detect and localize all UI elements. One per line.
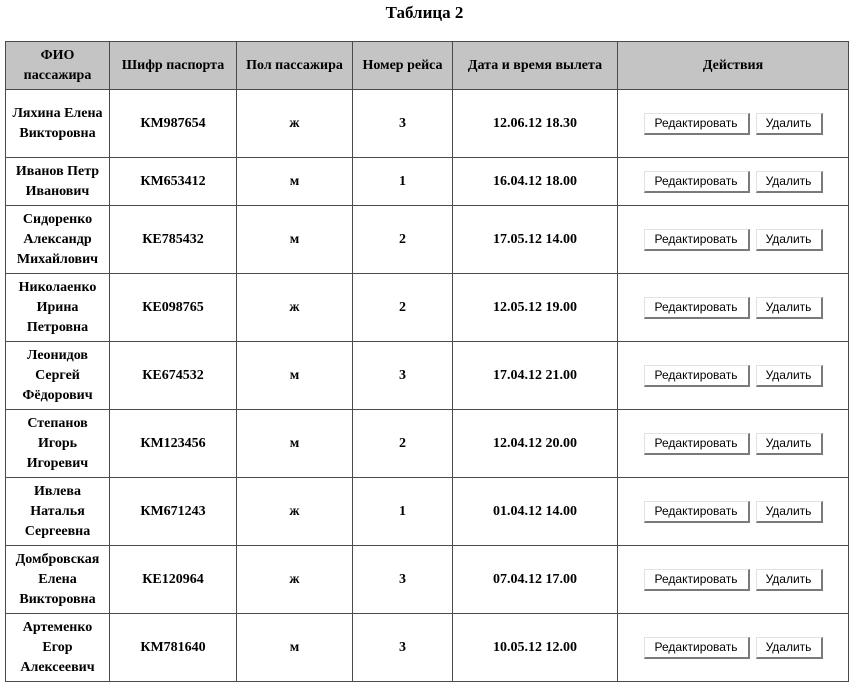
cell-gender: м xyxy=(237,158,353,206)
delete-button[interactable]: Удалить xyxy=(756,229,823,251)
cell-passport: КЕ674532 xyxy=(110,342,237,410)
cell-flight: 3 xyxy=(353,614,453,682)
cell-flight: 2 xyxy=(353,274,453,342)
cell-name: Артеменко Егор Алексеевич xyxy=(6,614,110,682)
table-row xyxy=(6,274,849,342)
table-header-row xyxy=(6,42,849,90)
cell-actions xyxy=(618,158,849,206)
header-gender: Пол пассажира xyxy=(237,42,353,90)
cell-actions xyxy=(618,478,849,546)
cell-passport: КМ653412 xyxy=(110,158,237,206)
cell-name: Ляхина Елена Викторовна xyxy=(6,90,110,158)
cell-datetime: 17.04.12 21.00 xyxy=(453,342,618,410)
passengers-table xyxy=(5,41,849,682)
header-actions: Действия xyxy=(618,42,849,90)
cell-passport: КМ781640 xyxy=(110,614,237,682)
cell-flight: 3 xyxy=(353,90,453,158)
cell-name: Сидоренко Александр Михайлович xyxy=(6,206,110,274)
cell-gender: ж xyxy=(237,478,353,546)
cell-name: Ивлева Наталья Сергеевна xyxy=(6,478,110,546)
table-row xyxy=(6,478,849,546)
delete-button[interactable]: Удалить xyxy=(756,569,823,591)
cell-gender: ж xyxy=(237,274,353,342)
cell-flight: 1 xyxy=(353,158,453,206)
table-row xyxy=(6,158,849,206)
delete-button[interactable]: Удалить xyxy=(756,297,823,319)
cell-gender: ж xyxy=(237,90,353,158)
table-caption: Таблица 2 xyxy=(385,3,464,22)
edit-button[interactable]: Редактировать xyxy=(644,171,750,193)
delete-button[interactable]: Удалить xyxy=(756,637,823,659)
cell-passport: КМ987654 xyxy=(110,90,237,158)
cell-name: Николаенко Ирина Петровна xyxy=(6,274,110,342)
cell-name: Иванов Петр Иванович xyxy=(6,158,110,206)
cell-name: Степанов Игорь Игоревич xyxy=(6,410,110,478)
delete-button[interactable]: Удалить xyxy=(756,501,823,523)
edit-button[interactable]: Редактировать xyxy=(644,501,750,523)
cell-passport: КЕ785432 xyxy=(110,206,237,274)
cell-actions xyxy=(618,274,849,342)
cell-passport: КМ671243 xyxy=(110,478,237,546)
cell-gender: ж xyxy=(237,546,353,614)
cell-datetime: 10.05.12 12.00 xyxy=(453,614,618,682)
header-flight: Номер рейса xyxy=(353,42,453,90)
cell-datetime: 12.05.12 19.00 xyxy=(453,274,618,342)
cell-name: Леонидов Сергей Фёдорович xyxy=(6,342,110,410)
cell-flight: 2 xyxy=(353,206,453,274)
cell-actions xyxy=(618,546,849,614)
cell-passport: КМ123456 xyxy=(110,410,237,478)
edit-button[interactable]: Редактировать xyxy=(644,569,750,591)
delete-button[interactable]: Удалить xyxy=(756,113,823,135)
table-row xyxy=(6,614,849,682)
header-passport: Шифр паспорта xyxy=(110,42,237,90)
table-body xyxy=(6,90,849,682)
cell-datetime: 07.04.12 17.00 xyxy=(453,546,618,614)
cell-gender: м xyxy=(237,206,353,274)
cell-actions xyxy=(618,410,849,478)
cell-actions xyxy=(618,90,849,158)
cell-actions xyxy=(618,614,849,682)
edit-button[interactable]: Редактировать xyxy=(644,365,750,387)
cell-datetime: 17.05.12 14.00 xyxy=(453,206,618,274)
cell-actions xyxy=(618,342,849,410)
cell-actions xyxy=(618,206,849,274)
cell-gender: м xyxy=(237,342,353,410)
header-datetime: Дата и время вылета xyxy=(453,42,618,90)
table-row xyxy=(6,342,849,410)
edit-button[interactable]: Редактировать xyxy=(644,433,750,455)
cell-name: Домбровская Елена Викторовна xyxy=(6,546,110,614)
cell-flight: 3 xyxy=(353,342,453,410)
delete-button[interactable]: Удалить xyxy=(756,171,823,193)
cell-flight: 1 xyxy=(353,478,453,546)
edit-button[interactable]: Редактировать xyxy=(644,297,750,319)
cell-passport: КЕ120964 xyxy=(110,546,237,614)
cell-passport: КЕ098765 xyxy=(110,274,237,342)
cell-gender: м xyxy=(237,410,353,478)
cell-datetime: 12.04.12 20.00 xyxy=(453,410,618,478)
edit-button[interactable]: Редактировать xyxy=(644,113,750,135)
edit-button[interactable]: Редактировать xyxy=(644,229,750,251)
cell-datetime: 16.04.12 18.00 xyxy=(453,158,618,206)
header-name: ФИО пассажира xyxy=(6,42,110,90)
cell-datetime: 01.04.12 14.00 xyxy=(453,478,618,546)
table-row xyxy=(6,546,849,614)
delete-button[interactable]: Удалить xyxy=(756,365,823,387)
cell-datetime: 12.06.12 18.30 xyxy=(453,90,618,158)
table-row xyxy=(6,90,849,158)
cell-flight: 3 xyxy=(353,546,453,614)
table-row xyxy=(6,206,849,274)
cell-flight: 2 xyxy=(353,410,453,478)
edit-button[interactable]: Редактировать xyxy=(644,637,750,659)
delete-button[interactable]: Удалить xyxy=(756,433,823,455)
cell-gender: м xyxy=(237,614,353,682)
table-row xyxy=(6,410,849,478)
